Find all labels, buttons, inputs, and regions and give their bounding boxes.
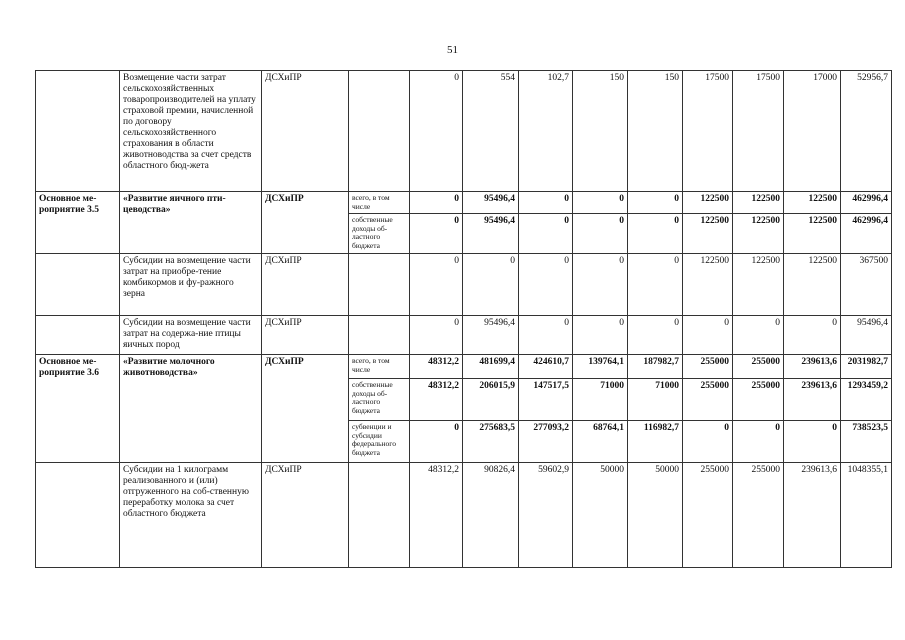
value-cell: 206015,9 bbox=[463, 379, 519, 421]
value-cell: 90826,4 bbox=[463, 463, 519, 568]
value-cell: 255000 bbox=[733, 355, 784, 379]
event-name-cell: Субсидии на возмещение части затрат на содержа-ние птицы яичных пород bbox=[120, 316, 262, 355]
value-cell: 122500 bbox=[733, 254, 784, 316]
value-cell: 17500 bbox=[733, 71, 784, 192]
executor-cell: ДСХиПР bbox=[262, 254, 349, 316]
executor-cell: ДСХиПР bbox=[262, 355, 349, 463]
value-cell: 255000 bbox=[683, 463, 733, 568]
measure-cell bbox=[36, 316, 120, 355]
value-cell: 52956,7 bbox=[841, 71, 892, 192]
value-cell: 0 bbox=[573, 316, 628, 355]
value-cell: 239613,6 bbox=[784, 463, 841, 568]
value-cell: 139764,1 bbox=[573, 355, 628, 379]
source-cell: субвенции и субсидии федерального бюджета bbox=[349, 421, 410, 463]
value-cell: 48312,2 bbox=[410, 379, 463, 421]
value-cell: 0 bbox=[733, 316, 784, 355]
source-cell bbox=[349, 316, 410, 355]
value-cell: 95496,4 bbox=[463, 192, 519, 214]
event-name-cell: «Развитие яичного пти-цеводства» bbox=[120, 192, 262, 254]
executor-cell: ДСХиПР bbox=[262, 71, 349, 192]
value-cell: 122500 bbox=[784, 214, 841, 254]
value-cell: 48312,2 bbox=[410, 355, 463, 379]
value-cell: 95496,4 bbox=[463, 214, 519, 254]
event-name-cell: Возмещение части затрат сельскохозяйственных товаропроизводителей на уплату страховой премии, начисленной по договору сельскохозяйственного страхования в области животноводства за счет средств областного бюд-жета bbox=[120, 71, 262, 192]
value-cell: 95496,4 bbox=[463, 316, 519, 355]
value-cell: 0 bbox=[683, 421, 733, 463]
value-cell: 255000 bbox=[733, 463, 784, 568]
source-cell bbox=[349, 71, 410, 192]
measure-cell: Основное ме-роприятие 3.6 bbox=[36, 355, 120, 463]
value-cell: 0 bbox=[410, 71, 463, 192]
source-cell: всего, в том числе bbox=[349, 355, 410, 379]
event-name-cell: «Развитие молочного животноводства» bbox=[120, 355, 262, 463]
value-cell: 122500 bbox=[784, 254, 841, 316]
table-row bbox=[36, 355, 892, 379]
value-cell: 187982,7 bbox=[628, 355, 683, 379]
value-cell: 95496,4 bbox=[841, 316, 892, 355]
executor-cell: ДСХиПР bbox=[262, 192, 349, 254]
value-cell: 50000 bbox=[573, 463, 628, 568]
value-cell: 0 bbox=[519, 214, 573, 254]
value-cell: 277093,2 bbox=[519, 421, 573, 463]
value-cell: 0 bbox=[410, 192, 463, 214]
value-cell: 0 bbox=[628, 316, 683, 355]
value-cell: 1048355,1 bbox=[841, 463, 892, 568]
table-row bbox=[36, 254, 892, 316]
value-cell: 255000 bbox=[683, 355, 733, 379]
value-cell: 0 bbox=[519, 316, 573, 355]
table-row bbox=[36, 316, 892, 355]
value-cell: 71000 bbox=[628, 379, 683, 421]
value-cell: 554 bbox=[463, 71, 519, 192]
value-cell: 275683,5 bbox=[463, 421, 519, 463]
value-cell: 0 bbox=[784, 316, 841, 355]
value-cell: 367500 bbox=[841, 254, 892, 316]
table-row bbox=[36, 463, 892, 568]
value-cell: 68764,1 bbox=[573, 421, 628, 463]
value-cell: 1293459,2 bbox=[841, 379, 892, 421]
value-cell: 102,7 bbox=[519, 71, 573, 192]
value-cell: 462996,4 bbox=[841, 192, 892, 214]
value-cell: 2031982,7 bbox=[841, 355, 892, 379]
value-cell: 150 bbox=[573, 71, 628, 192]
value-cell: 0 bbox=[628, 254, 683, 316]
value-cell: 0 bbox=[410, 214, 463, 254]
executor-cell: ДСХиПР bbox=[262, 316, 349, 355]
value-cell: 0 bbox=[410, 254, 463, 316]
value-cell: 17500 bbox=[683, 71, 733, 192]
budget-table bbox=[35, 70, 892, 568]
value-cell: 0 bbox=[733, 421, 784, 463]
value-cell: 0 bbox=[573, 254, 628, 316]
measure-cell bbox=[36, 254, 120, 316]
value-cell: 0 bbox=[463, 254, 519, 316]
source-cell: собственные доходы об-ластного бюджета bbox=[349, 379, 410, 421]
value-cell: 17000 bbox=[784, 71, 841, 192]
value-cell: 0 bbox=[519, 254, 573, 316]
value-cell: 59602,9 bbox=[519, 463, 573, 568]
value-cell: 50000 bbox=[628, 463, 683, 568]
value-cell: 48312,2 bbox=[410, 463, 463, 568]
source-cell: собственные доходы об-ластного бюджета bbox=[349, 214, 410, 254]
source-cell bbox=[349, 254, 410, 316]
value-cell: 0 bbox=[628, 192, 683, 214]
value-cell: 147517,5 bbox=[519, 379, 573, 421]
value-cell: 116982,7 bbox=[628, 421, 683, 463]
value-cell: 0 bbox=[628, 214, 683, 254]
value-cell: 239613,6 bbox=[784, 355, 841, 379]
value-cell: 481699,4 bbox=[463, 355, 519, 379]
value-cell: 0 bbox=[683, 316, 733, 355]
value-cell: 150 bbox=[628, 71, 683, 192]
table-row bbox=[36, 71, 892, 192]
executor-cell: ДСХиПР bbox=[262, 463, 349, 568]
measure-cell bbox=[36, 463, 120, 568]
value-cell: 0 bbox=[519, 192, 573, 214]
event-name-cell: Субсидии на возмещение части затрат на приобре-тение комбикормов и фу-ражного зерна bbox=[120, 254, 262, 316]
value-cell: 122500 bbox=[733, 192, 784, 214]
value-cell: 424610,7 bbox=[519, 355, 573, 379]
source-cell: всего, в том числе bbox=[349, 192, 410, 214]
measure-cell bbox=[36, 71, 120, 192]
value-cell: 0 bbox=[573, 214, 628, 254]
value-cell: 71000 bbox=[573, 379, 628, 421]
value-cell: 0 bbox=[573, 192, 628, 214]
page-number: 51 bbox=[447, 44, 458, 56]
value-cell: 122500 bbox=[733, 214, 784, 254]
source-cell bbox=[349, 463, 410, 568]
event-name-cell: Субсидии на 1 килограмм реализованного и (или) отгруженного на соб-ственную переработку молока за счет областного бюджета bbox=[120, 463, 262, 568]
value-cell: 462996,4 bbox=[841, 214, 892, 254]
value-cell: 239613,6 bbox=[784, 379, 841, 421]
value-cell: 255000 bbox=[683, 379, 733, 421]
value-cell: 0 bbox=[784, 421, 841, 463]
table-row bbox=[36, 192, 892, 214]
value-cell: 0 bbox=[410, 421, 463, 463]
value-cell: 122500 bbox=[683, 254, 733, 316]
value-cell: 122500 bbox=[784, 192, 841, 214]
value-cell: 122500 bbox=[683, 192, 733, 214]
value-cell: 0 bbox=[410, 316, 463, 355]
measure-cell: Основное ме-роприятие 3.5 bbox=[36, 192, 120, 254]
value-cell: 255000 bbox=[733, 379, 784, 421]
value-cell: 122500 bbox=[683, 214, 733, 254]
value-cell: 738523,5 bbox=[841, 421, 892, 463]
